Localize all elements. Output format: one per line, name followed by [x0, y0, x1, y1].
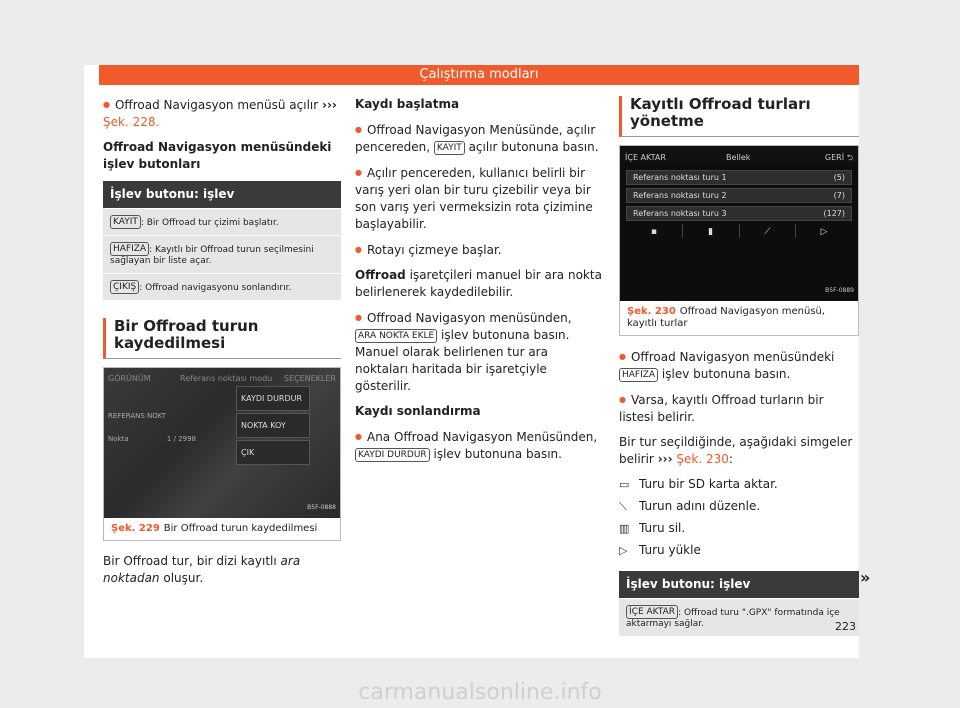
figure-image	[104, 368, 340, 518]
paragraph: Bir tur seçildiğinde, aşağıdaki simgeler belirir ››› Şek. 230:	[619, 435, 853, 466]
figure-caption: Şek. 230 Offroad Navigasyon menüsü, kayıtlı turlar	[627, 306, 826, 329]
menu-item-stop: KAYDI DURDUR	[236, 386, 310, 411]
column-2	[355, 96, 603, 471]
bullet: ● Ana Offroad Navigasyon Menüsünden, KAYDI DURDUR işlev butonuna basın.	[355, 428, 603, 463]
figure-code: B5F-0889	[825, 287, 854, 294]
reference-panel: REFERANS NOKT Nokta 1 / 2998	[108, 412, 196, 443]
sd-card-icon: ▭	[619, 478, 630, 491]
table-row: ÇIKIŞ : Offroad navigasyonu sonlandırır.	[103, 273, 341, 300]
table-row: HAFIZA : Kayıtlı bir Offroad turun seçilmesini sağlayan bir liste açar.	[103, 235, 341, 273]
table-header: İşlev butonu: işlev	[619, 571, 859, 598]
section-title: Kayıtlı Offroad turları yönetme	[619, 96, 859, 137]
paragraph: Offroad işaretçileri manuel bir ara nokta belirlenerek kaydedilebilir.	[355, 268, 602, 299]
list-item: Referans noktası turu 3 (127)	[626, 206, 852, 221]
watermark: carmanualsonline.info	[358, 680, 602, 705]
bullet: ● Offroad Navigasyon menüsündeki HAFIZA işlev butonuna basın.	[619, 348, 859, 383]
icon-row: ▥ Turu sil.	[619, 521, 686, 535]
section-title: Bir Offroad turun kaydedilmesi	[103, 318, 341, 359]
page-number: 223	[835, 620, 856, 633]
icon-row: ▭ Turu bir SD karta aktar.	[619, 477, 778, 491]
action-icons	[626, 224, 852, 238]
save-icon: ▪	[626, 224, 683, 238]
figure-ref[interactable]: Şek. 228	[103, 115, 156, 129]
list-item: Referans noktası turu 2 (7)	[626, 188, 852, 203]
key-cikis: ÇIKIŞ	[110, 280, 139, 294]
figure-image	[620, 146, 858, 301]
key-hafiza: HAFIZA	[110, 242, 149, 256]
table-row: KAYIT : Bir Offroad tur çizimi başlatır.	[103, 208, 341, 235]
figure-caption: Şek. 229 Bir Offroad turun kaydedilmesi	[111, 523, 318, 534]
figure-code: B5F-0888	[307, 504, 336, 511]
column-3	[619, 96, 859, 636]
bullet: ● Varsa, kayıtlı Offroad turların bir listesi belirir.	[619, 391, 859, 426]
trash-icon: ▥	[619, 522, 630, 535]
heading-end: Kaydı sonlandırma	[355, 404, 481, 418]
bullet: ● Offroad Navigasyon Menüsünde, açılır pencereden, KAYIT açılır butonuna basın.	[355, 121, 603, 156]
chapter-header: Çalıştırma modları	[99, 65, 859, 85]
bullet: ● Rotayı çizmeye başlar.	[355, 241, 603, 259]
key-ice-aktar: İÇE AKTAR	[626, 605, 678, 619]
trash-icon: ▮	[683, 224, 740, 238]
play-icon: ▷	[619, 544, 628, 557]
menu-item-point: NOKTA KOY	[236, 413, 310, 438]
key-ara-nokta-ekle: ARA NOKTA EKLE	[355, 329, 437, 343]
outro-paragraph: Bir Offroad tur, bir dizi kayıtlı ara noktadan oluşur.	[103, 554, 301, 585]
figure-230	[619, 145, 859, 336]
intro-bullet: ● Offroad Navigasyon menüsü açılır ››› Şek. 228.	[103, 96, 341, 131]
icon-row: ⟍ Turun adını düzenle.	[619, 499, 761, 513]
section-heading: Offroad Navigasyon menüsündeki işlev butonları	[103, 140, 332, 171]
heading-start: Kaydı başlatma	[355, 97, 460, 111]
popup-menu	[236, 386, 310, 467]
nav-top-bar: İÇE AKTAR Bellek GERİ ⮌	[620, 146, 858, 162]
bullet: ● Offroad Navigasyon menüsünden, ARA NOKTA EKLE işlev butonuna basın. Manuel olarak belirlenen tur ara noktaları haritada bir işaretçiyle gösterilir.	[355, 309, 603, 395]
figure-ref[interactable]: Şek. 230	[676, 452, 729, 466]
list-item: Referans noktası turu 1 (5)	[626, 170, 852, 185]
key-kayit: KAYIT	[434, 141, 465, 155]
continue-arrow-icon: »	[860, 568, 871, 587]
pencil-icon: ⟋	[740, 224, 797, 238]
figure-229	[103, 367, 341, 541]
menu-item-exit: ÇIK	[236, 440, 310, 465]
pencil-icon: ⟍	[619, 500, 627, 513]
bullet: ● Açılır pencereden, kullanıcı belirli bir varış yeri olan bir turu çizebilir veya bir son varış yeri vermeksizin rota çizimine başlayabilir.	[355, 164, 603, 233]
play-icon: ▷	[820, 227, 828, 237]
nav-top-bar: GÖRÜNÜM Referans noktası modu SEÇENEKLER	[108, 374, 336, 383]
key-kayit: KAYIT	[110, 215, 141, 229]
key-kaydi-durdur: KAYDI DURDUR	[355, 448, 430, 462]
column-1	[103, 96, 341, 595]
key-hafiza: HAFIZA	[619, 368, 658, 382]
table-header: İşlev butonu: işlev	[103, 181, 341, 208]
back-label: GERİ ⮌	[824, 153, 853, 162]
icon-row: ▷ Turu yükle	[619, 543, 701, 557]
table-row: İÇE AKTAR : Offroad turu ".GPX" formatında içe aktarmayı sağlar.	[619, 598, 859, 636]
